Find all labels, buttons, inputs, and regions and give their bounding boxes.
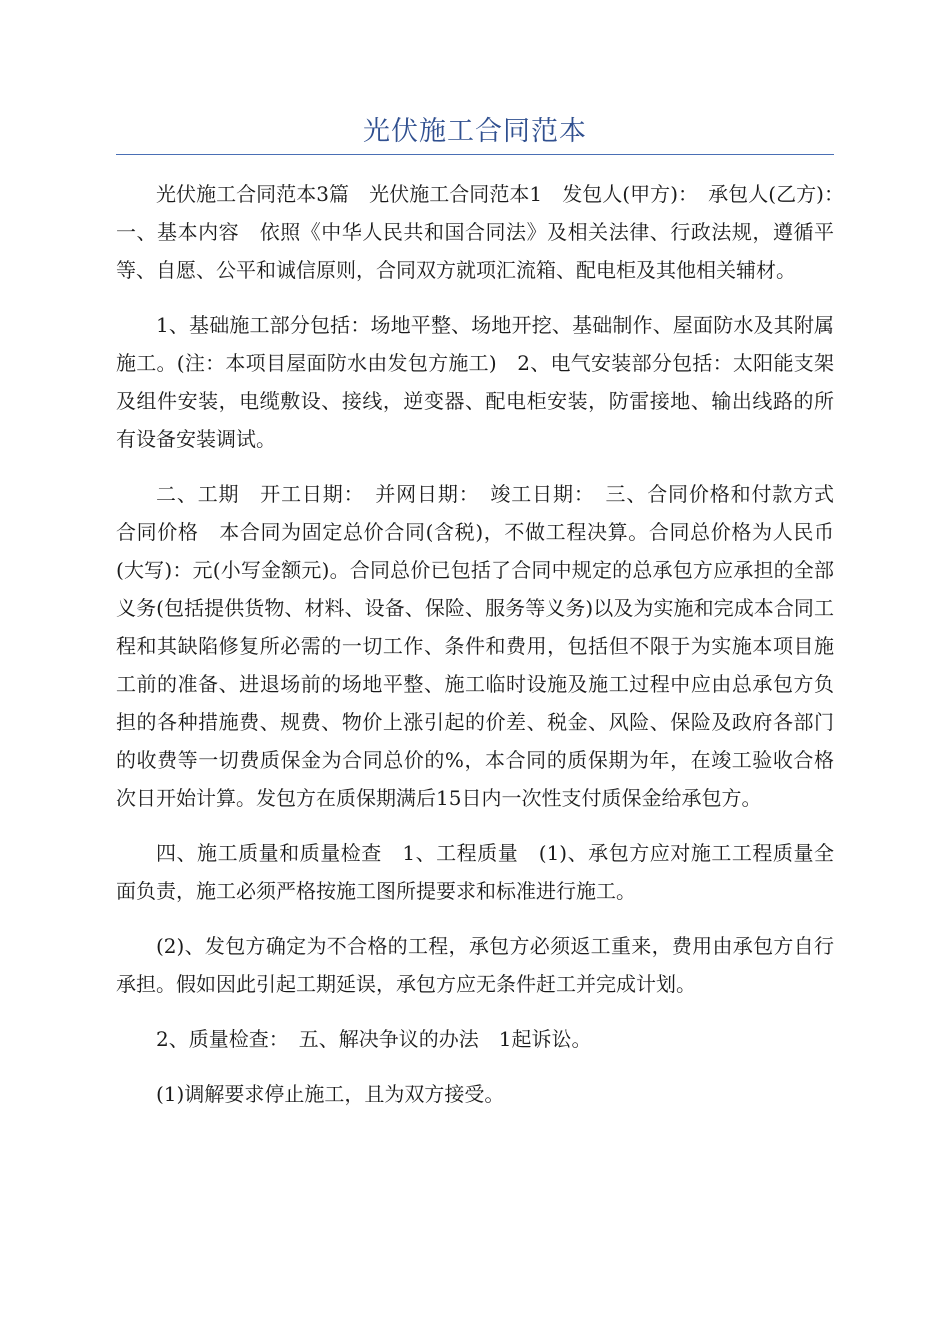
paragraph-intro: 光伏施工合同范本3篇 光伏施工合同范本1 发包人(甲方)： 承包人(乙方)： 一、基本内容 依照《中华人民共和国合同法》及相关法律、行政法规，遵循平等、自愿、公平和诚信原则，合同双方就项汇流箱、配电柜及其他相关辅材。 xyxy=(116,182,854,282)
paragraph-mediation: (1)调解要求停止施工，且为双方接受。 xyxy=(156,1082,505,1106)
paragraph-schedule-price: 二、工期 开工日期： 并网日期： 竣工日期： 三、合同价格和付款方式 合同价格 本合同为固定总价合同(含税)，不做工程决算。合同总价格为人民币(大写)：元(小写金额元)。合同总价已包括了合同中规定的总承包方应承担的全部义务(包括提供货物、材料、设备、保险、服务等义务)以及为实施和完成本合同工程和其缺陷修复所必需的一切工作、条件和费用，包括但不限于为实施本项目施工前的准备、进退场前的场地平整、施工临时设施及施工过程中应由总承包方负担的各种措施费、规费、物价上涨引起的价差、税金、风险、保险及政府各部门的收费等一切费质保金为合同总价的%，本合同的质保期为年，在竣工验收合格次日开始计算。发包方在质保期满后15日内一次性支付质保金给承包方。 xyxy=(116,482,854,810)
paragraph-quality: 四、施工质量和质量检查 1、工程质量 (1)、承包方应对施工工程质量全面负责，施工必须严格按施工图所提要求和标准进行施工。 xyxy=(116,841,834,903)
title-underline xyxy=(116,154,834,155)
paragraph-inspection-disputes: 2、质量检查： 五、解决争议的办法 1起诉讼。 xyxy=(156,1027,592,1051)
document-body xyxy=(116,175,854,1130)
paragraph-rework: (2)、发包方确定为不合格的工程，承包方必须返工重来，费用由承包方自行承担。假如因此引起工期延误，承包方应无条件赶工并完成计划。 xyxy=(116,934,834,996)
paragraph-scope: 1、基础施工部分包括：场地平整、场地开挖、基础制作、屋面防水及其附属施工。(注：本项目屋面防水由发包方施工) 2、电气安装部分包括：太阳能支架及组件安装，电缆敷设、接线，逆变器、配电柜安装，防雷接地、输出线路的所有设备安装调试。 xyxy=(116,313,834,451)
document-title: 光伏施工合同范本 xyxy=(363,116,587,147)
